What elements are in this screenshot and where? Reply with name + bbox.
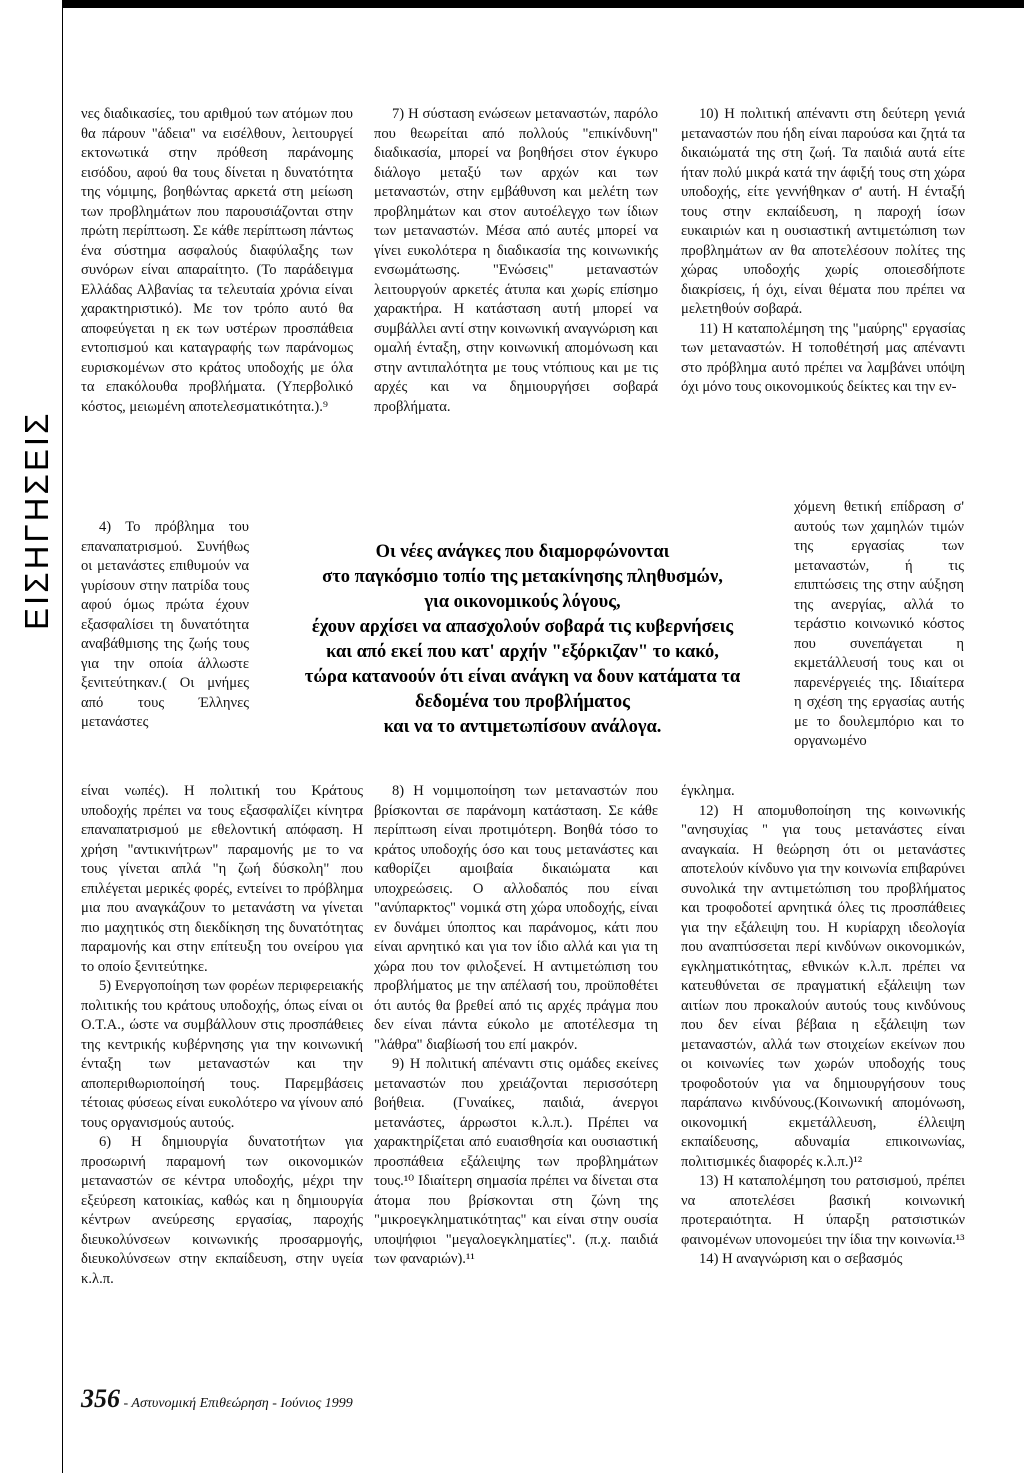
paragraph-item-5: 5) Ενεργοποίηση των φορέων περιφερειακής πολιτικής του κράτους υποδοχής, όπως είναι οι Ο.Τ.Α., ώστε να συμβάλλουν στις προσπάθειες της κεντρικής κυβέρνησης για την κοινωνική ένταξη των μεταναστών και την αποπεριθωριοποίησή τους. Παρεμβάσεις τέτοιας φύσεως είναι ευκολότερο να γίνουν από τους οργανισμούς αυτούς. [81, 978, 363, 1131]
top-rule [60, 0, 1024, 8]
paragraph-item-10: 10) Η πολιτική απέναντι στη δεύτερη γενιά μεταναστών που ήδη είναι παρούσα και ζητά τα δικαιώματά της στη ζωή. Τα παιδιά αυτά είτε ήταν πολύ μικρά κατά την άφιξή τους στη χώρα υποδοχής, είτε γεννήθηκαν σ' αυτή. Η ένταξή τους στην εκπαίδευση, η παροχή ίσων ευκαιριών και η ουσιαστική αντιμετώπιση των προβλημάτων αν θα αποτελέσουν πολίτες της χώρας υποδοχής χωρίς οποιεσδήποτε διακρίσεις, ή όχι, είναι θέματα που πρέπει να μελετηθούν σοβαρά. [681, 106, 965, 317]
pull-quote-line: Οι νέες ανάγκες που διαμορφώνονται [375, 542, 670, 562]
pull-quote-line: και από εκεί που κατ' αρχήν "εξόρκιζαν" το κακό, [326, 642, 719, 662]
column-3-middle [794, 498, 964, 752]
paragraph-item-14: 14) Η αναγνώριση και ο σεβασμός [699, 1251, 903, 1267]
column-2-bottom [374, 782, 658, 1270]
section-title [6, 400, 56, 630]
pull-quote-line: δεδομένα του προβλήματος [415, 692, 630, 712]
paragraph-item-6: 6) Η δημιουργία δυνατοτήτων για προσωρινή παραμονή των οικονομικών μεταναστών σε κέντρα υποδοχής, μέχρι την εξεύρεση κατοικίας, καθώς και η δημιουργία κέντρων ανεύρεσης εργασίας, παροχής διευκολύνσεων κοινωνικής προσαρμογής, διευκολύνσεων στην εκπαίδευση, στην υγεία κ.λ.π. [81, 1134, 363, 1287]
page-number: 356 [81, 1384, 120, 1413]
journal-name: Αστυνομική Επιθεώρηση - Ιούνιος 1999 [131, 1396, 353, 1411]
footer-separator: - [123, 1396, 129, 1411]
pull-quote-line: και να το αντιμετωπίσουν ανάλογα. [383, 717, 662, 737]
paragraph: είναι νωπές). Η πολιτική του Κράτους υποδοχής πρέπει να τους εξασφαλίζει κίνητρα επαναπατρισμού με εθελοντική απόφαση. Η χρήση "αντικινήτρων" παραμονής με το να τους γίνεται απλά "η ζωή δύσκολη" που επιλέγεται μερικές φορές, εντείνει το πρόβλημα μια που αναγκάζουν το μετανάστη να γίνεται πιο μαχητικός στη διεκδίκηση της δυνατότητας παραμονής και στην επίτευξη του ονείρου για το οποίο ξενιτεύτηκε. [81, 783, 363, 975]
column-2-top [374, 105, 658, 417]
pull-quote [255, 540, 790, 740]
paragraph: χόμενη θετική επίδραση σ' αυτούς των χαμηλών τιμών της εργασίας των μεταναστών, ή τις επιπτώσεις της στην αύξηση της ανεργίας, αλλά το τεράστιο κοινωνικό κόστος που συνεπάγεται η εκμετάλλευσή τους και οι παρενέργειές της. Ιδιαίτερα η σχέση της εργασίας αυτής με το δουλεμπόριο και το οργανωμένο [794, 499, 964, 749]
paragraph-item-7: 7) Η σύσταση ενώσεων μεταναστών, παρόλο που θεωρείται από πολλούς "επικίνδυνη" διαδικασία, μπορεί να βοηθήσει στον έγκυρο διάλογο μεταξύ των αρχών και των μεταναστών, στην εμβάθυνση και μελέτη των προβλημάτων και στον αυτοέλεγχο των ίδιων των μεταναστών. Μέσα από αυτές μπορεί να γίνει ευκολότερα η διαδικασία της κοινωνικής ενσωμάτωσης. "Ενώσεις" μεταναστών λειτουργούν αρκετές άτυπα και χωρίς επίσημο χαρακτήρα. Η κατάσταση αυτή μπορεί να συμβάλλει αντί στην κοινωνική αναγνώριση και ομαλή ένταξη, στην κοινωνική απομόνωση και στην αντιπαλότητα με τους ντόπιους και με τις αρχές και να δημιουργήσει σοβαρά προβλήματα. [374, 106, 658, 415]
page-footer [81, 1384, 353, 1414]
pull-quote-line: στο παγκόσμιο τοπίο της μετακίνησης πληθυσμών, [322, 567, 723, 587]
pull-quote-line: για οικονομικούς λόγους, [424, 592, 621, 612]
column-3-bottom [681, 782, 965, 1270]
section-sidebar [0, 0, 63, 1473]
paragraph-repatriation: 4) Το πρόβλημα του επαναπατρισμού. Συνήθως οι μετανάστες επιθυμούν να γυρίσουν στην πατρίδα τους αφού όμως πρώτα έχουν εξασφαλίσει τη δυνατότητα αναβάθμισης της ζωής τους για την οποία άλλωστε ξενιτεύτηκαν.( Οι μνήμες από τους Έλληνες μετανάστες [81, 519, 249, 730]
paragraph-item-12: 12) Η απομυθοποίηση της κοινωνικής "ανησυχίας " για τους μετανάστες είναι αναγκαία. Η θεώρηση ότι οι μετανάστες αποτελούν κίνδυνο για την κοινωνία επιβαρύνει συνολικά την αντιμετώπιση του προβλήματος και τροφοδοτεί αρνητικά όλες τις προσπάθειες για την εξάλειψη του. Η κυρίαρχη ιδεολογία που αναπτύσσεται περί κινδύνων οικονομικών, εγκληματικότητας, εθνικών κ.λ.π. πρέπει να κατευθύνεται σε πραγματική εξάλειψη των αιτίων που προκαλούν αυτούς τους κινδύνους που δεν είναι βέβαια η εξάλειψη των μεταναστών, αλλά των στοιχείων εκείνων που οι κοινωνίες των χωρών υποδοχής τους τροφοδοτούν για να δημιουργήσουν τους παράπανω κινδύνους.(Κοινωνική απομόνωση, οικονομική εκμετάλλευση, έλλειψη εκπαίδευσης, αδυναμία επικοινωνίας, πολιτισμικές διαφορές κ.λ.π.)¹² [681, 802, 965, 1170]
pull-quote-line: έχουν αρχίσει να απασχολούν σοβαρά τις κυβερνήσεις [311, 617, 734, 637]
column-1-bottom [81, 782, 363, 1289]
section-title-text: ΕΙΣΗΓΗΣΕΙΣ [18, 410, 55, 630]
paragraph-item-11: 11) Η καταπολέμηση της "μαύρης" εργασίας των μεταναστών. Η τοποθέτησή μας απέναντι στο πρόβλημα αυτό πρέπει να λαμβάνει υπόψη όχι μόνο τους οικονομικούς δείκτες και την εν- [681, 320, 965, 395]
paragraph-item-9: 9) Η πολιτική απέναντι στις ομάδες εκείνες μεταναστών που χρειάζονται περισσότερη βοήθεια. (Γυναίκες, παιδιά, άνεργοι μετανάστες, άρρωστοι κ.λ.π.). Πρέπει να χαρακτηρίζεται από ευαισθησία και ουσιαστική προσπάθεια εξάλειψης των προβλημάτων τους.¹⁰ Ιδιαίτερη σημασία πρέπει να δίνεται στα άτομα που βρίσκονται στη ζώνη της "μικροεγκληματικότητας" και είναι στην ουσία υποψήφιοι "μεγαλοεγκληματίες". (π.χ. παιδιά των φαναριών).¹¹ [374, 1056, 658, 1267]
paragraph: έγκλημα. [681, 783, 735, 799]
column-1-top [81, 105, 353, 417]
column-1-middle [81, 518, 249, 733]
paragraph-item-8: 8) Η νομιμοποίηση των μεταναστών που βρίσκονται σε παράνομη κατάσταση. Σε κάθε περίπτωση είναι προτιμότερη. Βοηθά τόσο το κράτος υποδοχής όσο και τους μετανάστες και καθορίζει αμοιβαία δικαιώματα και υποχρεώσεις. Ο αλλοδαπός που είναι "ανύπαρκτος" νομικά στη χώρα υποδοχής, είναι εν δυνάμει ύποπτος και παράνομος, κάτι που είναι αρνητικό και για τον ίδιο αλλά και για τη χώρα που τον φιλοξενεί. Η αντιμετώπιση του προβλήματος με την απέλασή του, προϋποθέτει ότι αυτός θα βρεθεί από τις αρχές πράγμα που δεν είναι πάντα εύκολο με αποτέλεσμα τη "λάθρα" διαβίωσή του επί μακρόν. [374, 783, 658, 1053]
pull-quote-line: τώρα κατανοούν ότι είναι ανάγκη να δουν κατάματα τα [304, 667, 741, 687]
paragraph: νες διαδικασίες, του αριθμού των ατόμων που θα πάρουν "άδεια" να εισέλθουν, λειτουργεί εκτονωτικά στην πρόθεση παράνομης εισόδου, αφού θα τους δίνεται η δυνατότητα της νόμιμης, βοηθώντας αρκετά στη μείωση των προβλημάτων που παρουσιάζονται στην πρώτη περίπτωση. Σε κάθε περίπτωση πάντως ένα σύστημα ασφαλούς διαφύλαξης των συνόρων είναι απαραίτητο. (Το παράδειγμα Ελλάδας Αλβανίας τα τελευταία χρόνια είναι χαρακτηριστικό). Με τον τρόπο αυτό θα αποφεύγεται η εκ των υστέρων προσπάθεια εντοπισμού και καταγραφής των παράνομως ευρισκομένων στο κράτος υποδοχής με όλα τα επακόλουθα προβλήματα. (Υπερβολικό κόστος, μειωμένη αποτελεσματικότητα.).⁹ [81, 106, 353, 415]
column-3-top [681, 105, 965, 398]
paragraph-item-13: 13) Η καταπολέμηση του ρατσισμού, πρέπει να αποτελέσει βασική κοινωνική προτεραιότητα. Η ύπαρξη ρατσιστικών φαινομένων υπονομεύει την ίδια την κοινωνία.¹³ [681, 1173, 965, 1248]
